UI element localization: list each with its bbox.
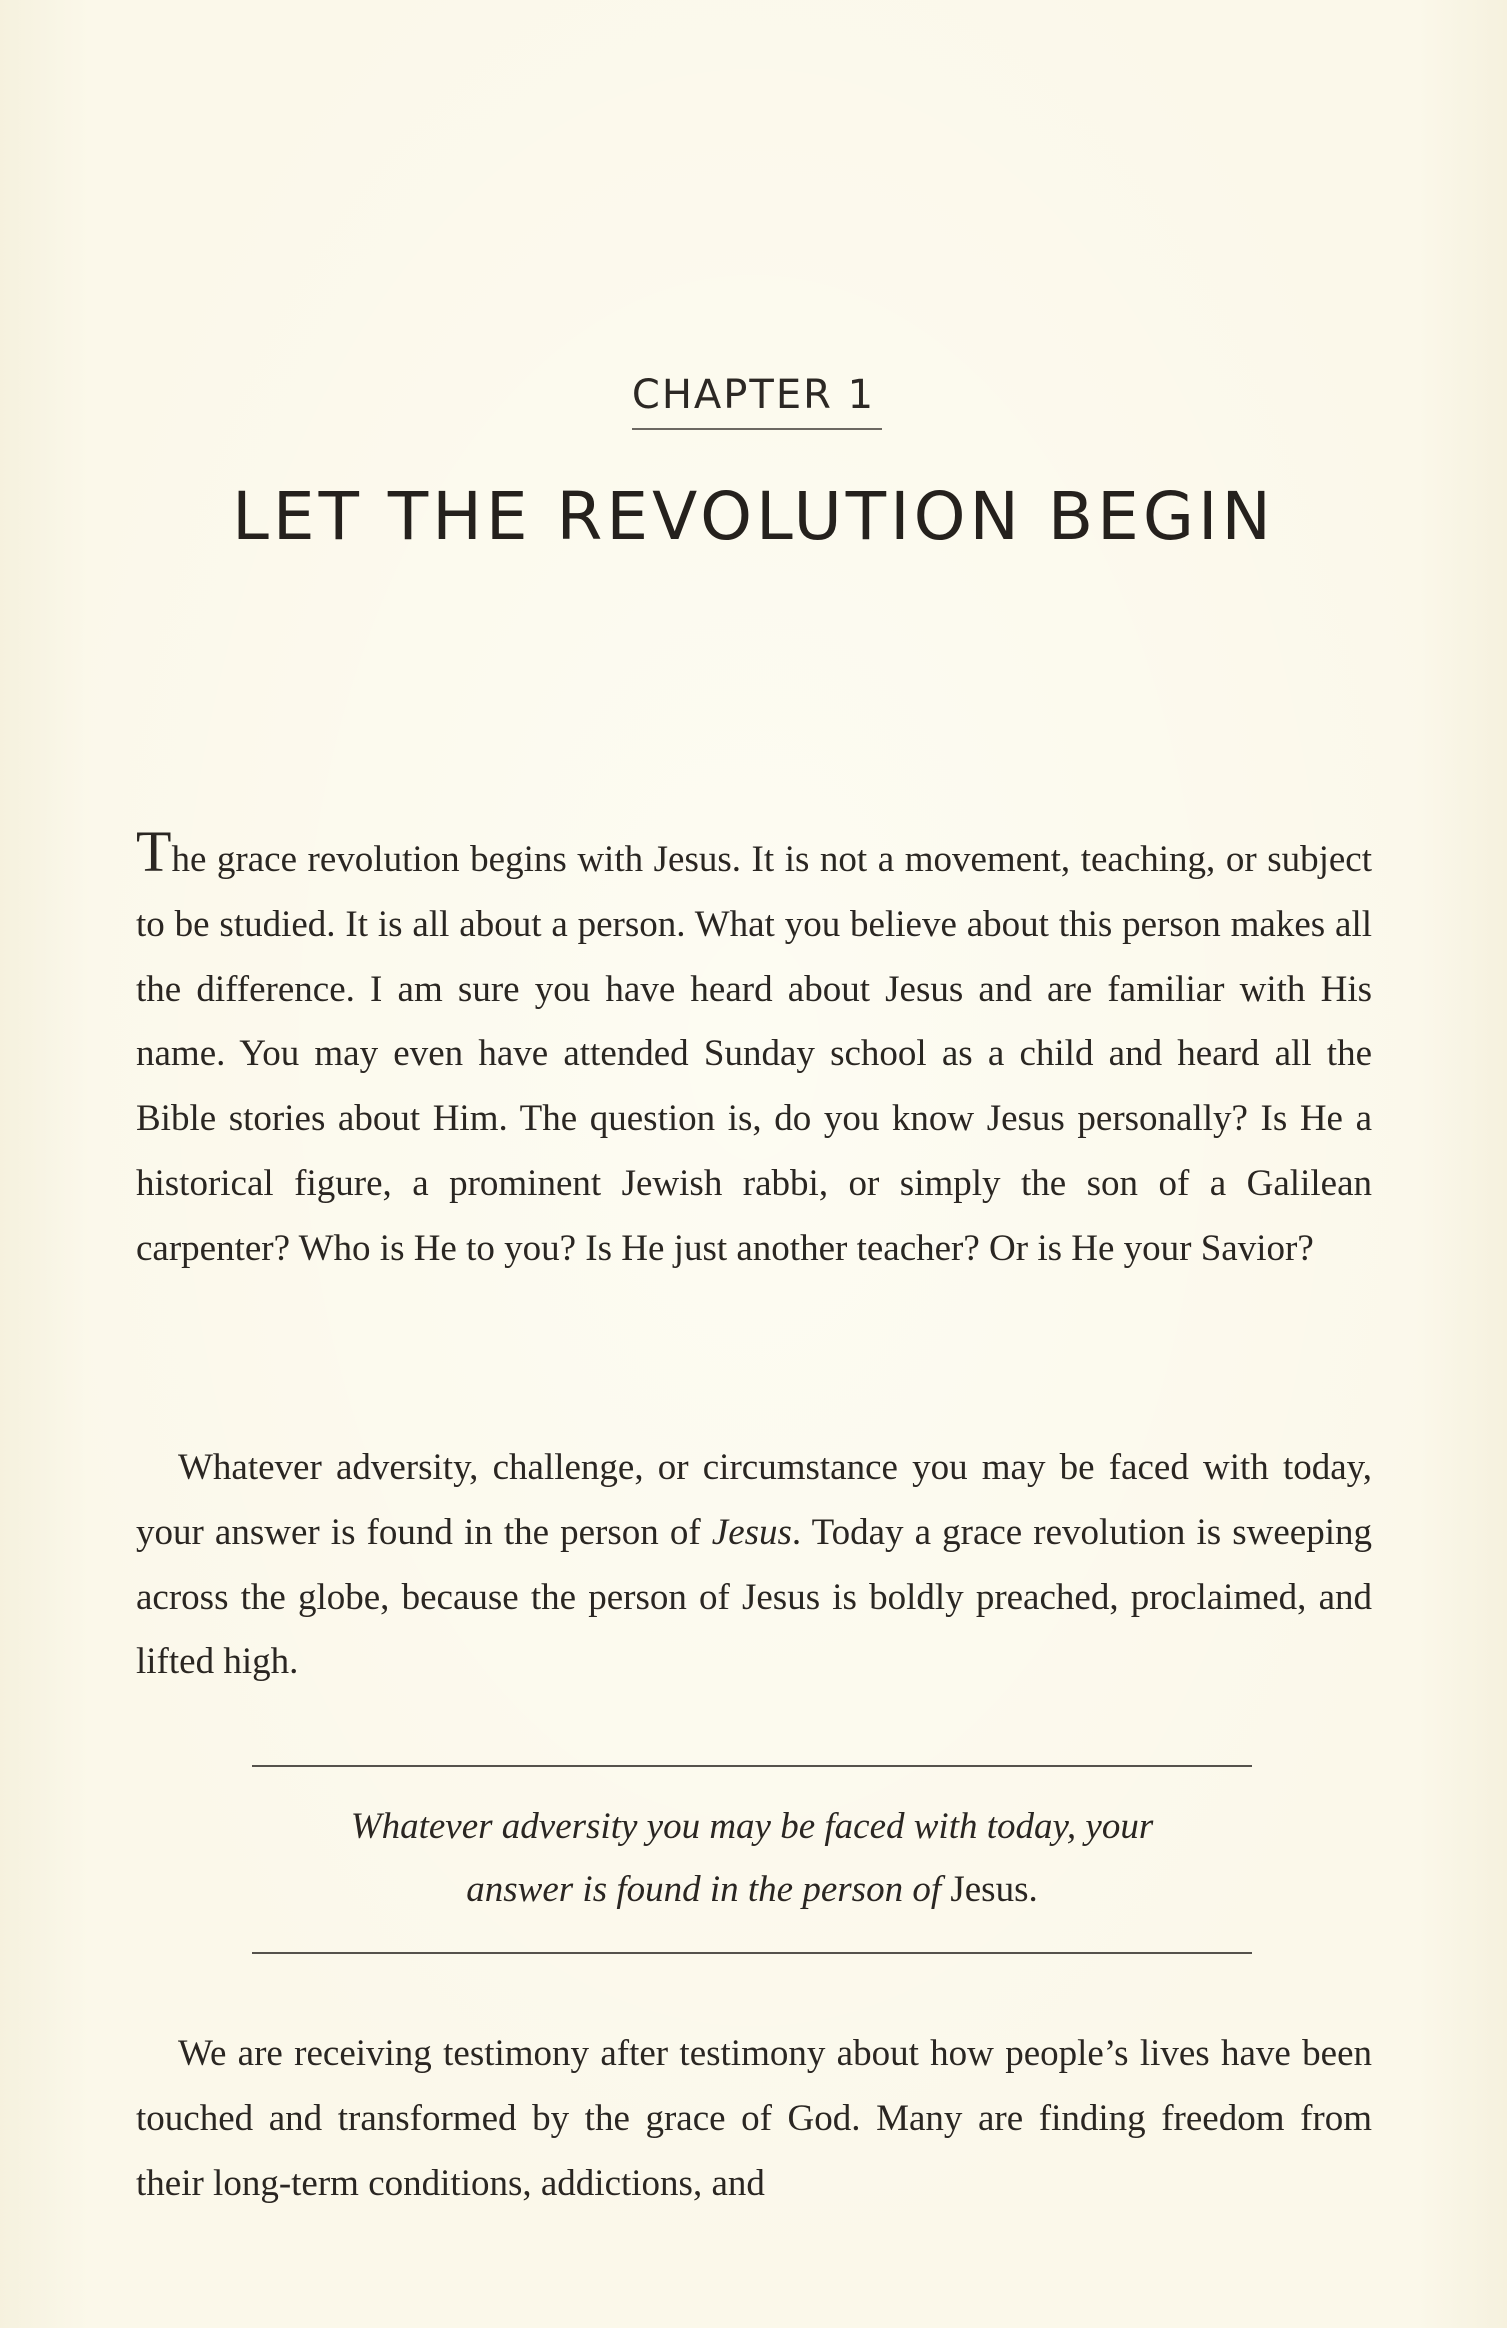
paragraph-2 xyxy=(136,1436,1372,1695)
pull-quote xyxy=(252,1795,1252,1921)
chapter-title: LET THE REVOLUTION BEGIN xyxy=(232,478,1275,555)
paragraph-2-text-before: Whatever adversity, challenge, or circumstance you may be faced with today, your answer is found in the person of xyxy=(136,1447,1372,1553)
chapter-label-underline xyxy=(632,428,882,430)
pull-quote-line-1: Whatever adversity you may be faced with today, your xyxy=(350,1806,1154,1847)
paragraph-2-text-after: . Today a grace revolution is sweeping across the globe, because the person of Jesus is boldly preached, proclaimed, and lifted high. xyxy=(136,1511,1372,1683)
pull-quote-top-rule xyxy=(252,1765,1252,1767)
paragraph-1 xyxy=(136,819,1372,1282)
paragraph-1-text: he grace revolution begins with Jesus. It is not a movement, teaching, or subject to be studied. It is all about a person. What you believe about this person makes all the difference. I am sure you have heard about Jesus and are familiar with His name. You may even have attended Sunday school as a child and heard all the Bible stories about Him. The question is, do you know Jesus personally? Is He a historical figure, a prominent Jewish rabbi, or simply the son of a Galilean carpenter? Who is He to you? Is He just another teacher? Or is He your Savior? xyxy=(136,839,1372,1269)
pull-quote-line-2 xyxy=(252,1858,1252,1921)
pull-quote-line-2-roman: Jesus. xyxy=(950,1869,1038,1910)
paragraph-3-text: We are receiving testimony after testimony about how people’s lives have been touched and transformed by the grace of God. Many are finding freedom from their long-term conditions, addictions, and xyxy=(136,2033,1372,2204)
pull-quote-line-2-italic: answer is found in the person of xyxy=(466,1869,951,1910)
paragraph-2-emphasis: Jesus xyxy=(711,1511,792,1553)
drop-cap: T xyxy=(136,819,172,884)
paragraph-3 xyxy=(136,2022,1372,2216)
chapter-label: CHAPTER 1 xyxy=(631,372,876,418)
pull-quote-bottom-rule xyxy=(252,1952,1252,1954)
